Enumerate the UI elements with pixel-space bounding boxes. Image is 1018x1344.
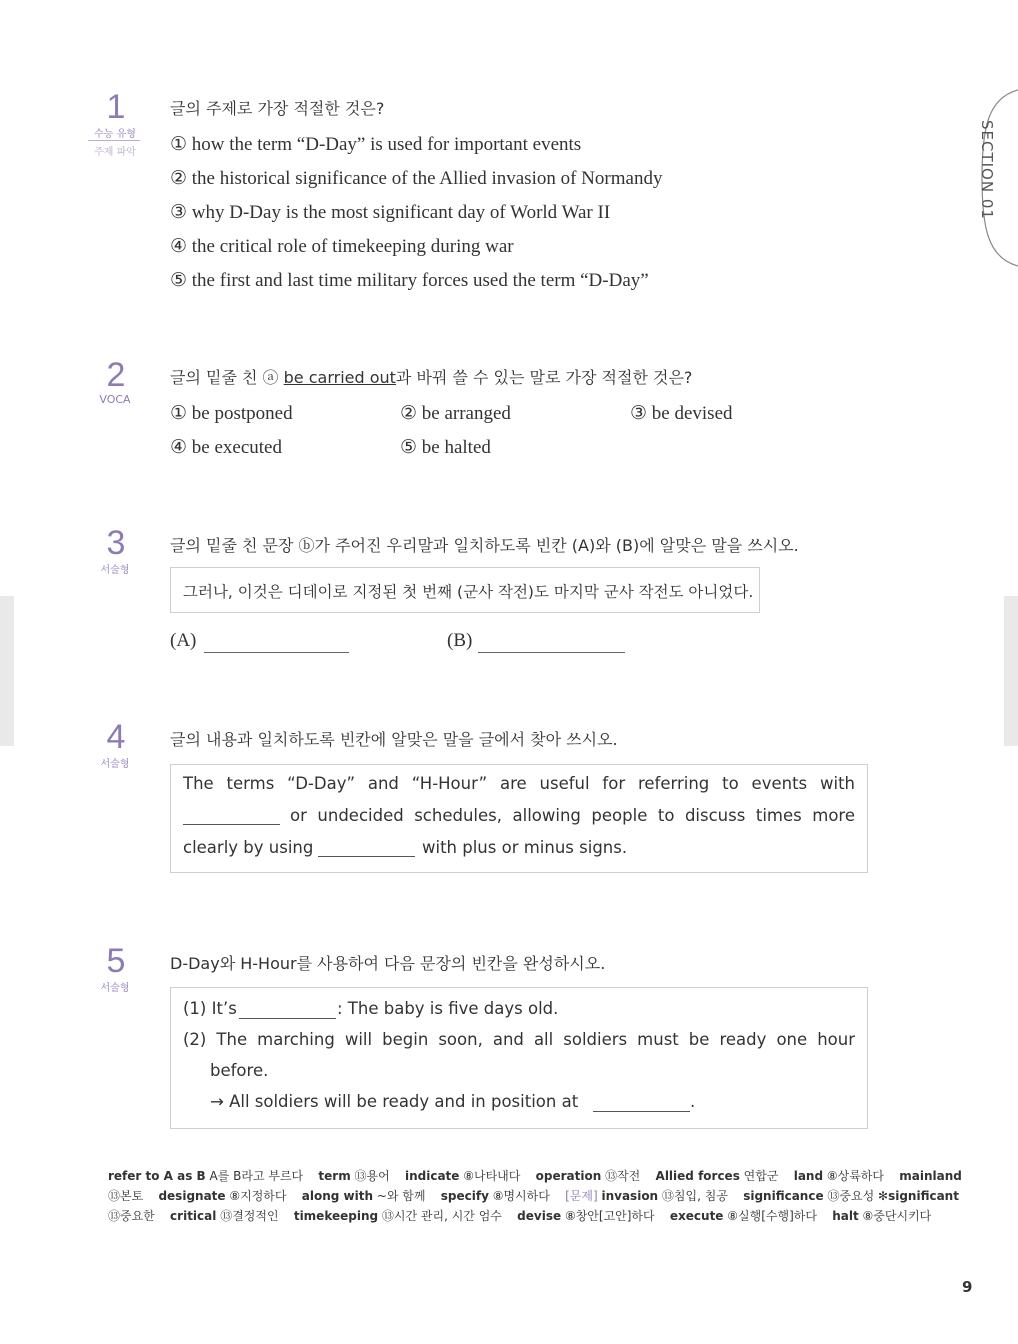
item-2-period: . xyxy=(690,1092,696,1111)
option-2[interactable]: ② the historical significance of the Allied invasion of Normandy xyxy=(170,168,663,189)
option-5[interactable]: ⑤ be halted xyxy=(400,437,491,458)
question-type: 수능 유형 xyxy=(94,129,136,140)
option-3[interactable]: ③ be devised xyxy=(630,403,733,424)
item-1-blank[interactable] xyxy=(239,1018,336,1019)
summary-line-2: or undecided schedules, allowing people to discuss times more xyxy=(290,806,855,825)
option-3[interactable]: ③ why D-Day is the most significant day of World War II xyxy=(170,202,611,223)
question-type: 서술형 xyxy=(100,983,130,994)
blank-a-label: (A) xyxy=(170,630,197,651)
question-number: 1 xyxy=(106,88,126,126)
blank-a[interactable] xyxy=(204,652,349,653)
question-type: 서술형 xyxy=(100,565,130,576)
option-5[interactable]: ⑤ the first and last time military forces used the term “D-Day” xyxy=(170,270,649,291)
item-2-line-2: before. xyxy=(210,1061,269,1080)
blank-b-label: (B) xyxy=(447,630,473,651)
item-2-line-1: (2) The marching will begin soon, and all soldiers must be ready one hour xyxy=(183,1030,855,1049)
item-1-end: : The baby is five days old. xyxy=(337,999,559,1018)
question-type: 서술형 xyxy=(100,759,130,770)
korean-sentence: 그러나, 이것은 디데이로 지정된 첫 번째 (군사 작전)도 마지막 군사 작전도 아니었다. xyxy=(183,583,754,601)
right-side-tab xyxy=(1004,596,1018,746)
question-text: 글의 내용과 일치하도록 빈칸에 알맞은 말을 글에서 찾아 쓰시오. xyxy=(170,730,618,749)
question-text: 글의 밑줄 친 ⓐ be carried out과 바꿔 쓸 수 있는 말로 가장 적절한 것은? xyxy=(170,368,693,387)
option-1[interactable]: ① be postponed xyxy=(170,403,293,424)
item-1-start: (1) It’s xyxy=(183,999,237,1018)
section-label: SECTION 01 xyxy=(978,120,996,220)
option-4[interactable]: ④ the critical role of timekeeping during war xyxy=(170,236,514,257)
vocab-line-3: ⑬중요한 critical ⑬결정적인 timekeeping ⑬시간 관리, 시간 엄수 devise ⑧창안[고안]하다 execute ⑧실행[수행]하다 halt ⑧중단시키다 xyxy=(108,1209,932,1223)
question-number: 2 xyxy=(106,356,126,394)
question-subtype: 주제 파악 xyxy=(94,147,136,158)
option-4[interactable]: ④ be executed xyxy=(170,437,282,458)
question-number: 4 xyxy=(106,718,126,756)
item-2-rewrite: → All soldiers will be ready and in position at xyxy=(210,1092,579,1111)
item-2-blank[interactable] xyxy=(593,1111,690,1112)
option-1[interactable]: ① how the term “D-Day” is used for important events xyxy=(170,134,582,155)
question-text: 글의 주제로 가장 적절한 것은? xyxy=(170,99,385,118)
vocab-line-2: ⑬본토 designate ⑧지정하다 along with ~와 함께 specify ⑧명시하다 [문제] invasion ⑬침입, 침공 significance ⑬중요성 ✻significant xyxy=(108,1189,959,1203)
underlined-phrase: be carried out xyxy=(283,368,396,387)
blank-1[interactable] xyxy=(183,824,280,825)
summary-line-1: The terms “D-Day” and “H-Hour” are useful for referring to events with xyxy=(183,774,855,793)
summary-line-3-end: with plus or minus signs. xyxy=(422,838,628,857)
vocab-line-1: refer to A as B A를 B라고 부르다 term ⑬용어 indicate ⑧나타내다 operation ⑬작전 Allied forces 연합군 land ⑧상륙하다 mainland xyxy=(108,1169,962,1183)
divider xyxy=(88,140,140,141)
left-side-tab xyxy=(0,596,14,746)
question-number: 5 xyxy=(106,942,126,980)
question-number: 3 xyxy=(106,524,126,562)
summary-line-3-start: clearly by using xyxy=(183,838,314,857)
question-text: 글의 밑줄 친 문장 ⓑ가 주어진 우리말과 일치하도록 빈칸 (A)와 (B)에 알맞은 말을 쓰시오. xyxy=(170,536,799,555)
blank-b[interactable] xyxy=(478,652,625,653)
page-number: 9 xyxy=(962,1278,973,1296)
option-2[interactable]: ② be arranged xyxy=(400,403,511,424)
question-text: D-Day와 H-Hour를 사용하여 다음 문장의 빈칸을 완성하시오. xyxy=(170,954,606,973)
question-type: VOCA xyxy=(99,393,131,406)
blank-2[interactable] xyxy=(318,856,415,857)
